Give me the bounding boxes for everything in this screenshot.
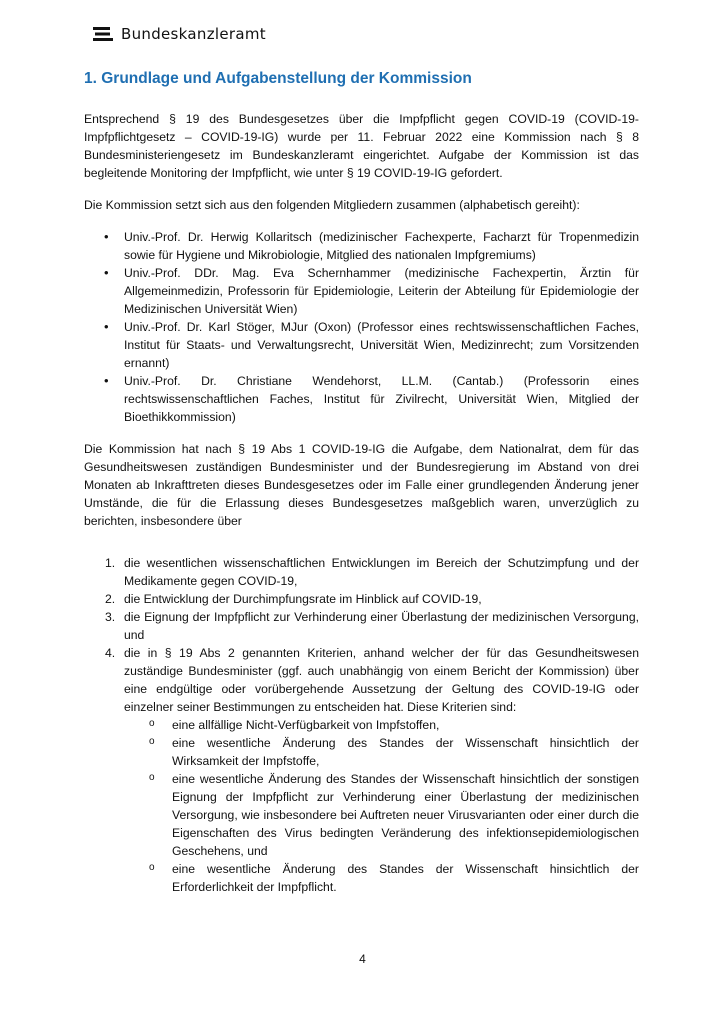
members-list: [84, 228, 639, 426]
list-item-text: die Eignung der Impfpflicht zur Verhinderung einer Überlastung der medizinischen Versorgung, und: [124, 610, 639, 642]
logo-text: Bundeskanzleramt: [121, 25, 266, 43]
list-item: • Univ.-Prof. DDr. Mag. Eva Schernhammer (medizinische Fachexpertin, Ärztin für Allgemeinmedizin, Professorin für Epidemiologie, Leiterin der Abteilung für Epidemiologie der Medizinischen Universität Wien): [84, 264, 639, 318]
intro-paragraph: Entsprechend § 19 des Bundesgesetzes über die Impfpflicht gegen COVID-19 (COVID-19-Impfpflichtgesetz – COVID-19-IG) wurde per 11. Februar 2022 eine Kommission nach § 8 Bundesministeriengesetz im Bundeskanzleramt eingerichtet. Aufgabe der Kommission ist das begleitende Monitoring der Impfpflicht, wie unter § 19 COVID-19-IG gefordert.: [84, 112, 639, 180]
list-item: [84, 590, 639, 608]
header-logo: [93, 25, 266, 43]
list-item: [84, 608, 639, 644]
list-item: o eine wesentliche Änderung des Standes der Wissenschaft hinsichtlich der sonstigen Eignung der Impfpflicht zur Verhinderung einer Überlastung der medizinischen Versorgung, wie insbesondere bei Auftreten neuer Virusvarianten oder einer durch die Eigenschaften des Virus bedingten Veränderung des infektionsepidemiologischen Geschehens, und: [124, 770, 639, 860]
section-heading: 1. Grundlage und Aufgabenstellung der Kommission: [84, 70, 472, 87]
criteria-list: [124, 716, 639, 896]
bundeskanzleramt-logo-icon: [93, 27, 113, 41]
page-number: 4: [359, 952, 366, 966]
tasks-intro-paragraph: Die Kommission hat nach § 19 Abs 1 COVID-19-IG die Aufgabe, dem Nationalrat, dem für das Gesundheitswesen zuständigen Bundesminister und der Bundesregierung im Abstand von drei Monaten ab Inkrafttreten dieses Bundesgesetzes oder im Falle einer grundlegenden Änderung jener Umstände, die für die Erlassung dieses Bundesgesetzes maßgeblich waren, unverzüglich zu berichten, insbesondere über: [84, 442, 639, 528]
list-number: 1.: [105, 556, 116, 570]
list-item: • Univ.-Prof. Dr. Karl Stöger, MJur (Oxon) (Professor eines rechtswissenschaftlichen Faches, Institut für Staats- und Verwaltungsrecht, Universität Wien, Medizinrecht; zum Vorsitzenden ernannt): [84, 318, 639, 372]
list-item: o eine wesentliche Änderung des Standes der Wissenschaft hinsichtlich der Wirksamkeit der Impfstoffe,: [124, 734, 639, 770]
list-item: • Univ.-Prof. Dr. Herwig Kollaritsch (medizinischer Fachexperte, Facharzt für Tropenmedizin sowie für Hygiene und Mikrobiologie, Mitglied des nationalen Impfgremiums): [84, 228, 639, 264]
list-item: o eine wesentliche Änderung des Standes der Wissenschaft hinsichtlich der Erforderlichkeit der Impfpflicht.: [124, 860, 639, 896]
members-intro-paragraph: Die Kommission setzt sich aus den folgenden Mitgliedern zusammen (alphabetisch gereiht):: [84, 198, 580, 212]
document-body: [84, 110, 639, 896]
list-item: o eine allfällige Nicht-Verfügbarkeit von Impfstoffen,: [124, 716, 639, 734]
list-item-text: die wesentlichen wissenschaftlichen Entwicklungen im Bereich der Schutzimpfung und der Medikamente gegen COVID-19,: [124, 556, 639, 588]
list-item: [84, 554, 639, 590]
tasks-list: [84, 554, 639, 896]
list-item: • Univ.-Prof. Dr. Christiane Wendehorst, LL.M. (Cantab.) (Professorin eines rechtswissenschaftlichen Faches, Institut für Zivilrecht, Universität Wien, Mitglied der Bioethikkommission): [84, 372, 639, 426]
list-number: 2.: [105, 592, 116, 606]
list-item-text: die Entwicklung der Durchimpfungsrate im Hinblick auf COVID-19,: [124, 592, 482, 606]
list-number: 4.: [105, 646, 116, 660]
list-number: 3.: [105, 610, 116, 624]
list-item: [84, 644, 639, 896]
list-item-text: die in § 19 Abs 2 genannten Kriterien, anhand welcher der für das Gesundheitswesen zuständige Bundesminister (ggf. auch unabhängig von einem Bericht der Kommission) über eine endgültige oder vorübergehende Aussetzung der Geltung des COVID-19-IG oder einzelner seiner Bestimmungen zu entscheiden hat. Diese Kriterien sind:: [124, 646, 639, 714]
